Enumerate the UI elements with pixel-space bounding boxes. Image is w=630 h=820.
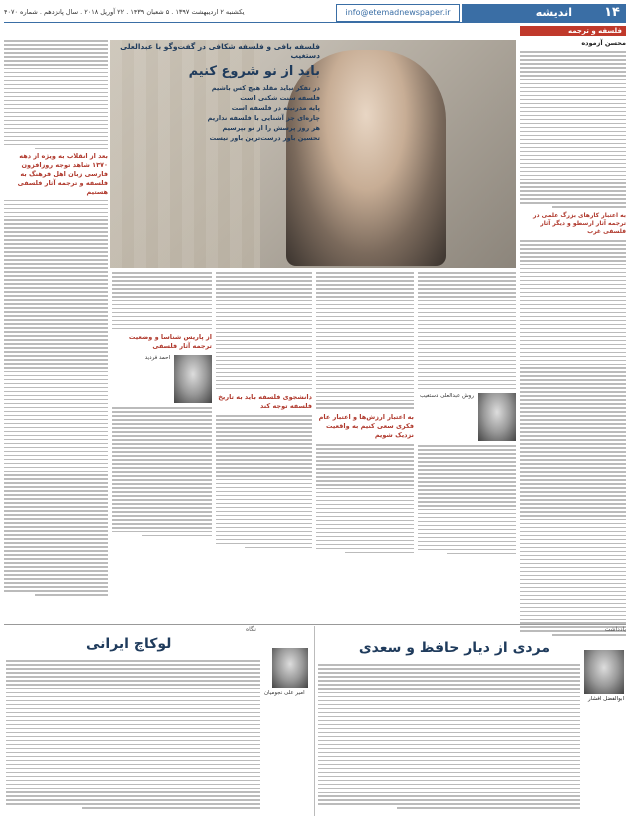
portrait-photo [174, 355, 212, 403]
intro-highlight: بعد از انقلاب به ویژه از دهه ۱۳۷۰ شاهد توجه روزافزون فارسی زبان اهل فرهنگ به فلسفه و ترجمه آثار فلسفی هستیم [17, 151, 108, 196]
bottom-divider [4, 624, 626, 625]
author-photo [584, 650, 624, 694]
header-divider [4, 22, 626, 23]
article-bullets [114, 83, 320, 143]
body-highlight: به اعتبار ارزش‌ها و اعتبار عام فکری سعی کنیم به واقعیت نزدیک شویم [318, 413, 414, 440]
body-highlight: دانشجوی فلسفه باید به تاریخ فلسفه توجه کند [218, 393, 312, 411]
author-name: ابوالفضل افشار [588, 696, 624, 702]
bullet-item: در تفکر نباید مقلد هیچ کس باشیم [211, 84, 320, 92]
column-tag: فلسفه و ترجمه [520, 26, 626, 36]
body-column-3 [316, 272, 414, 620]
section-name: اندیشه [535, 6, 572, 19]
bottom-left-title: لوکاچ ایرانی [86, 636, 172, 652]
page-header [4, 4, 626, 22]
article-title-block [110, 42, 320, 143]
left-column [4, 40, 108, 620]
author-name: امیر علی نجومیان [264, 690, 305, 696]
photo-caption: احمد فردید [144, 355, 170, 362]
body-column-2 [216, 272, 312, 620]
issue-date: یکشنبه ۲ اردیبهشت ۱۳۹۷ . ۵ شعبان ۱۴۳۹ . ۲۲ آوریل ۲۰۱۸ . سال پانزدهم . شماره ۴۰۷۰ [4, 8, 245, 16]
bottom-right-title: مردی از دیار حافظ و سعدی [358, 640, 550, 656]
article-headline: باید از نو شروع کنیم [188, 64, 320, 79]
bullet-item: چاره‌ای جز آشنایی با فلسفه نداریم [207, 114, 320, 122]
page-number: ۱۴ [604, 5, 620, 20]
bullet-item: تحسین باور درست‌ترین باور نیست [209, 134, 320, 142]
photo-caption: روش عبدالعلی دستغیب [419, 393, 474, 400]
bullet-item: هر روز پرسش را از نو بپرسیم [222, 124, 320, 132]
right-column [520, 26, 626, 620]
column-author: محسن آزموده [581, 39, 626, 47]
body-highlight: از پاریس شناسا و وضعیت ترجمه آثار فلسفی [128, 333, 212, 351]
column-text [520, 51, 626, 208]
bottom-left-text [6, 660, 260, 814]
portrait-photo [478, 393, 516, 441]
section-tab [462, 4, 626, 22]
bottom-left-tag: نگاه [246, 626, 256, 633]
bullet-item: پایه مدرنیته در فلسفه است [231, 104, 320, 112]
bottom-right-tag: یادداشت [604, 626, 626, 633]
column-highlight: به اعتبار کارهای بزرگ علمی در ترجمه آثار ارسطو و دیگر آثار فلسفی غرب [533, 211, 626, 235]
bottom-right-text [318, 664, 580, 814]
bullet-item: فلسفه سنت شکنی است [240, 94, 320, 102]
body-column-1 [112, 272, 212, 620]
body-column-4 [418, 272, 516, 620]
article-kicker: فلسفه بافی و فلسفه شکافی در گفت‌وگو با عبدالعلی دستغیب [120, 42, 320, 60]
email-link[interactable]: info@etemadnewspaper.ir [336, 4, 460, 22]
author-photo [272, 648, 308, 688]
bottom-column-divider [314, 626, 315, 816]
